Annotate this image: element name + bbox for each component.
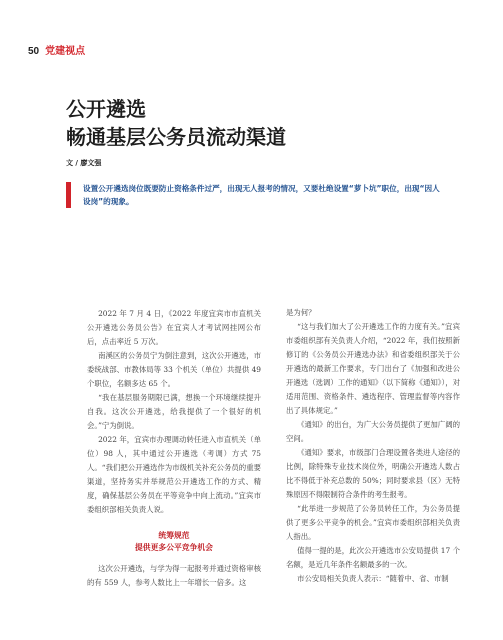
left-column [87,307,261,590]
body-paragraph: “我在基层服务期限已满，想换一个环境继续提升自我。这次公开遴选，给我提供了一个很好的机会。”宁为倒说。 [87,393,261,430]
subheading-line-2: 提供更多公平竞争机会 [135,543,213,552]
body-paragraph: 是为何？ [286,308,316,317]
body-paragraph: 2022 年 7 月 4 日，《2022 年度宜宾市市直机关公开遴选公务员公告》在宜宾人才考试网挂网公布后，点击率近 5 万次。 [87,309,261,346]
section-name: 党建视点 [45,46,86,57]
subheading [87,530,261,554]
article-author: 文 / 廖文强 [66,159,102,167]
body-paragraph: 《通知》要求，市级部门合理设置各类进人途径的比例，除特殊专业技术岗位外，明确公开遴选人数占比不得低于补充总数的 50%；同时要求县（区）无特殊原因不得限制符合条件的考生报考。 [286,448,460,499]
body-paragraph: 这次公开遴选，与学为得一起报考并通过资格审核的有 559 人，参考人数比上一年增长一倍多。这 [87,564,261,587]
title-line-1: 公开遴选 [66,97,146,121]
body-paragraph: 2022 年，宜宾市办理调动转任进入市直机关（单位）98 人，其中通过公开遴选（考调）方式 75 人。“我们把公开遴选作为市级机关补充公务员的重要渠道，坚持务实并举规范公开遴选工作的方式、精度，确保基层公务员在平等竞争中向上流动。”宜宾市委组织部相关负责人说。 [87,435,261,514]
article-title [66,95,446,151]
body-paragraph: 市公安局相关负责人表示：“随着中、省、市制 [297,574,449,583]
body-paragraph: 南溪区的公务员宁为倒注意到，这次公开遴选，市委统战部、市教体局等 33 个机关（单位）共提供 49 个职位，名额多达 65 个。 [87,351,261,388]
body-paragraph: 值得一提的是，此次公开遴选市公安局提供 17 个名额，是近几年条件名额最多的一次。 [286,546,460,569]
body-paragraph: 《通知》的出台，为广大公务员提供了更加广阔的空间。 [286,420,460,443]
right-column [286,306,460,586]
subheading-line-1: 统筹规范 [158,531,190,540]
body-paragraph: “这与我们加大了公开遴选工作的力度有关。”宜宾市委组织部有关负责人介绍，“2022 年，我们按照新修订的《公务员公开遴选办法》和省委组织部关于公开遴选的最新工作要求，专门出台了《加强和改进公开遴选（选调）工作的通知》（以下简称《通知》），对适用范围、资格条件、遴选程序、管理监督等内容作出了具体规定。” [286,322,460,415]
page-number: 50 [28,46,40,57]
page-header [28,42,85,57]
title-line-2: 畅通基层公务员流动渠道 [66,125,286,149]
body-paragraph: “此举进一步规范了公务员转任工作，为公务员提供了更多公平竞争的机会。”宜宾市委组织部相关负责人指出。 [286,504,460,541]
lead-paragraph: 设置公开遴选岗位既要防止资格条件过严，出现无人报考的情况，又要杜绝设置“萝卜坑”职位，出现“因人设岗”的现象。 [66,182,442,208]
